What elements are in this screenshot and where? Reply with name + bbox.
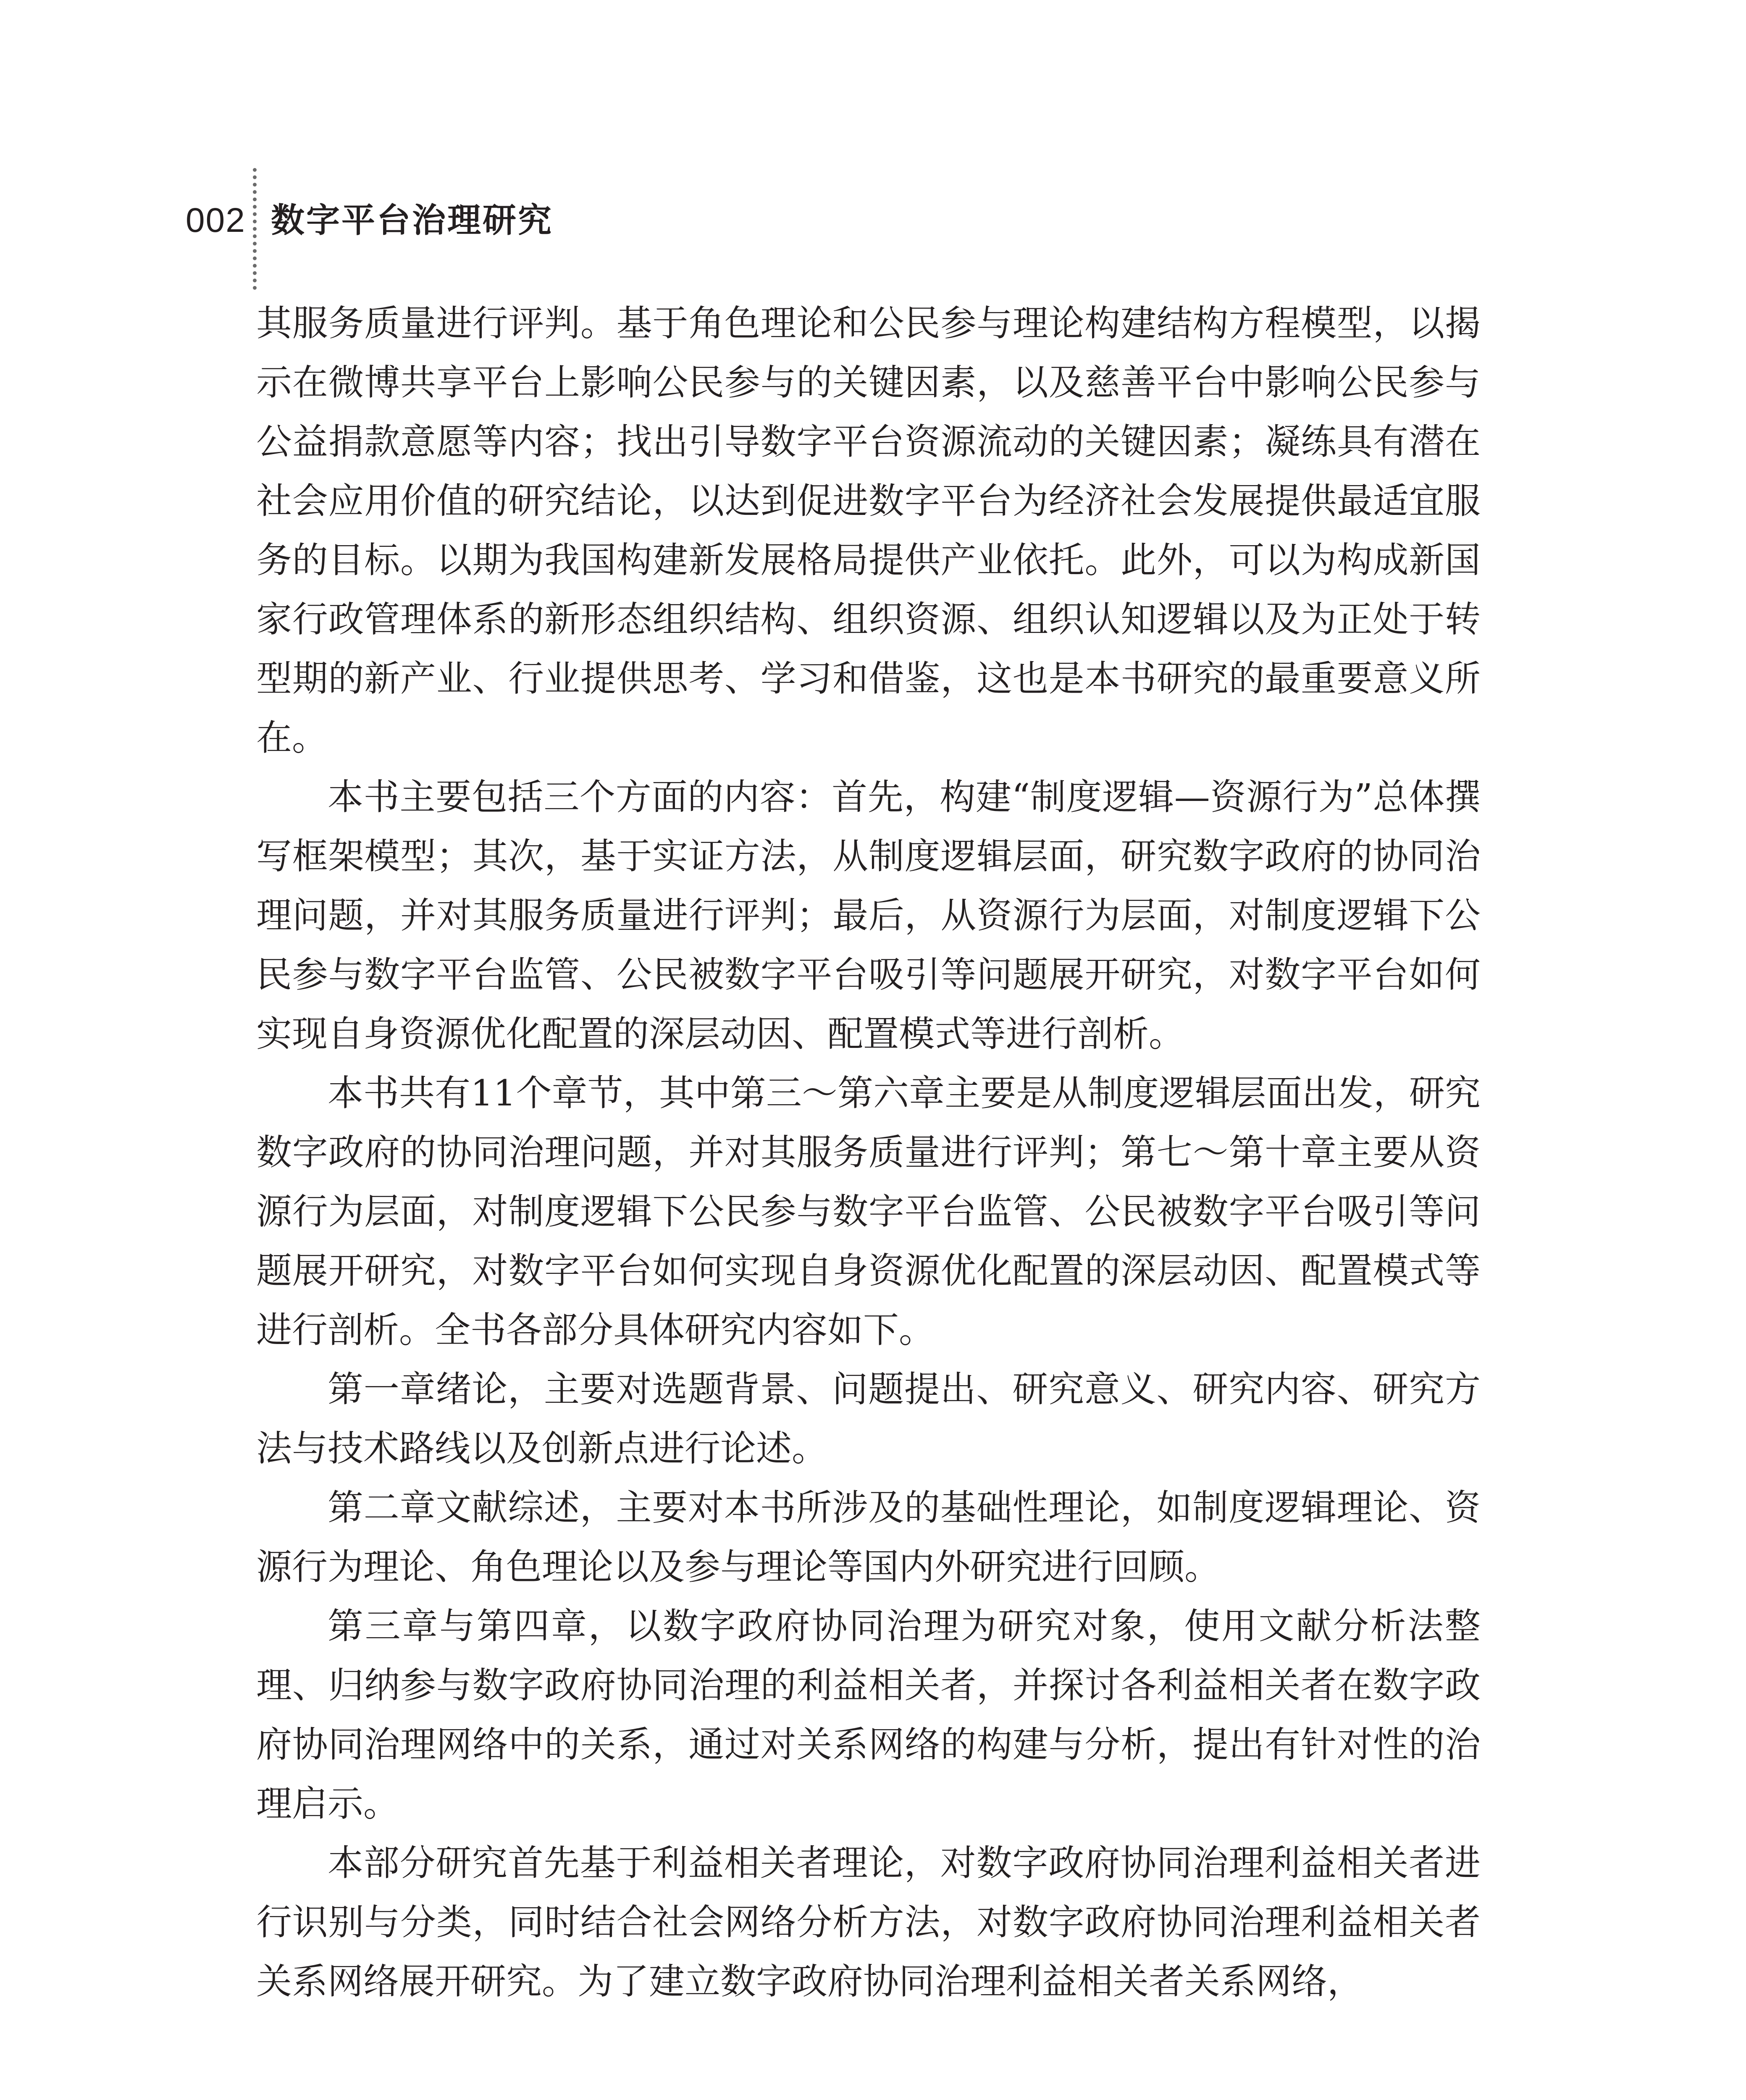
paragraph-continued: 其服务质量进行评判。基于角色理论和公民参与理论构建结构方程模型，以揭示在微博共享平台上影响公民参与的关键因素，以及慈善平台中影响公民参与公益捐款意愿等内容；找出引导数字平台资源流动的关键因素；凝练具有潜在社会应用价值的研究结论，以达到促进数字平台为经济社会发展提供最适宜服务的目标。以期为我国构建新发展格局提供产业依托。此外，可以为构成新国家行政管理体系的新形态组织结构、组织资源、组织认知逻辑以及为正处于转型期的新产业、行业提供思考、学习和借鉴，这也是本书研究的最重要意义所在。 xyxy=(256,303,1481,759)
page-header xyxy=(186,197,1614,273)
page-number: 002 xyxy=(186,201,246,239)
running-title: 数字平台治理研究 xyxy=(271,201,553,240)
paragraph-stakeholder-research: 本部分研究首先基于利益相关者理论，对数字政府协同治理利益相关者进行识别与分类，同时结合社会网络分析方法，对数字政府协同治理利益相关者关系网络展开研究。为了建立数字政府协同治理利益相关者关系网络， xyxy=(256,1843,1481,2003)
paragraph-chapter-two: 第二章文献综述，主要对本书所涉及的基础性理论，如制度逻辑理论、资源行为理论、角色理论以及参与理论等国内外研究进行回顾。 xyxy=(256,1487,1481,1588)
paragraph-chapters-three-four: 第三章与第四章，以数字政府协同治理为研究对象，使用文献分析法整理、归纳参与数字政府协同治理的利益相关者，并探讨各利益相关者在数字政府协同治理网络中的关系，通过对关系网络的构建与分析，提出有针对性的治理启示。 xyxy=(256,1606,1481,1825)
paragraph-chapter-structure: 本书共有11个章节，其中第三～第六章主要是从制度逻辑层面出发，研究数字政府的协同治理问题，并对其服务质量进行评判；第七～第十章主要从资源行为层面，对制度逻辑下公民参与数字平台监管、公民被数字平台吸引等问题展开研究，对数字平台如何实现自身资源优化配置的深层动因、配置模式等进行剖析。全书各部分具体研究内容如下。 xyxy=(256,1073,1481,1351)
paragraph-book-overview: 本书主要包括三个方面的内容：首先，构建“制度逻辑—资源行为”总体撰写框架模型；其次，基于实证方法，从制度逻辑层面，研究数字政府的协同治理问题，并对其服务质量进行评判；最后，从资源行为层面，对制度逻辑下公民参与数字平台监管、公民被数字平台吸引等问题展开研究，对数字平台如何实现自身资源优化配置的深层动因、配置模式等进行剖析。 xyxy=(256,777,1481,1055)
body-text xyxy=(256,294,1481,2011)
paragraph-chapter-one: 第一章绪论，主要对选题背景、问题提出、研究意义、研究内容、研究方法与技术路线以及创新点进行论述。 xyxy=(256,1369,1481,1470)
header-divider xyxy=(253,168,257,290)
